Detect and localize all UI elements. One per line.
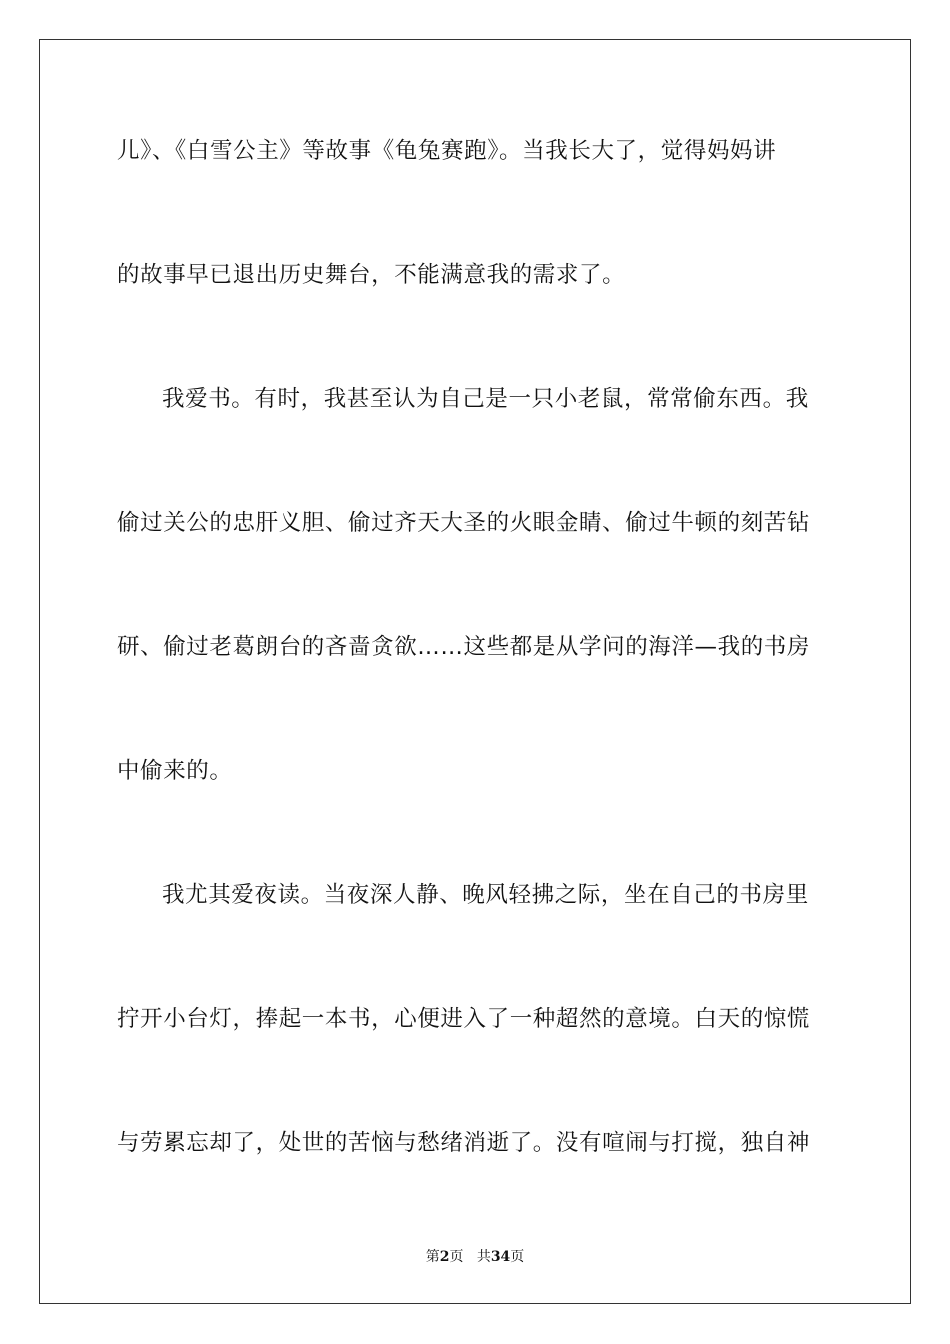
page-number: 2 [439, 1249, 450, 1265]
total-prefix: 共 [476, 1249, 491, 1265]
text-line-1: 儿》、《白雪公主》等故事《龟兔赛跑》。当我长大了，觉得妈妈讲 [117, 138, 777, 164]
text-line-6: 中偷来的。 [117, 758, 233, 784]
total-pages: 34 [490, 1249, 511, 1265]
text-line-9: 与劳累忘却了，处世的苦恼与愁绪消逝了。没有喧闹与打搅，独自神 [117, 1130, 811, 1156]
page-prefix: 第 [425, 1249, 440, 1265]
text-line-2: 的故事早已退出历史舞台，不能满意我的需求了。 [117, 262, 626, 288]
text-line-3: 我爱书。有时，我甚至认为自己是一只小老鼠，常常偷东西。我 [162, 386, 809, 412]
page-suffix: 页 [449, 1249, 464, 1265]
page-footer [0, 1248, 950, 1266]
text-line-5: 研、偷过老葛朗台的吝啬贪欲……这些都是从学问的海洋—我的书房 [117, 634, 811, 660]
text-line-7: 我尤其爱夜读。当夜深人静、晚风轻拂之际，坐在自己的书房里 [162, 882, 809, 908]
text-line-8: 拧开小台灯，捧起一本书，心便进入了一种超然的意境。白天的惊慌 [117, 1006, 811, 1032]
total-suffix: 页 [510, 1249, 525, 1265]
page-border [39, 39, 911, 1304]
text-line-4: 偷过关公的忠肝义胆、偷过齐天大圣的火眼金睛、偷过牛顿的刻苦钻 [117, 510, 811, 536]
